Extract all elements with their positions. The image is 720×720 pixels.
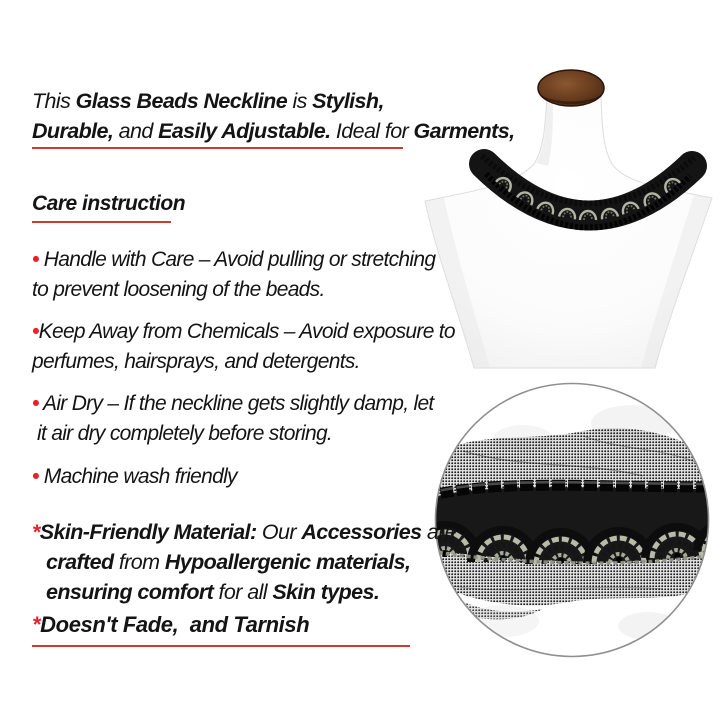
bullet-icon: • [32, 320, 39, 343]
care-item-machine-wash [32, 462, 237, 492]
text-segment: ensuring comfort [46, 580, 214, 604]
intro-line-2 [32, 116, 514, 146]
asterisk-icon: * [32, 612, 41, 637]
bullet-icon: • [32, 465, 39, 488]
asterisk-icon: * [32, 520, 40, 544]
care-item-text: perfumes, hairsprays, and detergents. [32, 350, 360, 373]
care-item-air-dry [32, 389, 434, 449]
wooden-cap [538, 70, 604, 106]
bead-trim [433, 482, 711, 564]
bullet-icon: • [32, 392, 39, 415]
care-item-text: Machine wash friendly [38, 465, 237, 488]
skin-note-line-2 [32, 547, 456, 577]
text-segment: Garments, [413, 119, 515, 143]
fade-tarnish-note [32, 612, 309, 638]
text-segment: crafted [46, 550, 114, 574]
skin-friendly-note [32, 517, 456, 607]
intro-line-1 [32, 86, 514, 116]
care-item-chemicals [32, 317, 455, 377]
text-segment: Stylish, [312, 89, 384, 113]
care-item-text: to prevent loosening of the beads. [32, 278, 325, 301]
care-item-text: it air dry completely before storing. [37, 422, 333, 445]
red-divider [32, 147, 403, 149]
text-segment: Ideal for [330, 119, 414, 143]
red-divider [32, 645, 410, 647]
text-segment: are [421, 520, 457, 544]
text-segment: This [32, 89, 76, 113]
red-divider [32, 221, 171, 223]
care-item-handle [32, 245, 435, 305]
text-segment: Doesn't Fade, and Tarnish [40, 612, 310, 637]
care-item-text: Handle with Care – Avoid pulling or stretching [38, 248, 436, 271]
detail-zoom-circle [433, 381, 711, 659]
text-segment: Glass Beads Neckline [75, 89, 288, 113]
text-segment: Easily Adjustable. [158, 119, 331, 143]
care-item-text: Air Dry – If the neckline gets slightly damp, let [38, 392, 434, 415]
care-item-text: Keep Away from Chemicals – Avoid exposure to [38, 320, 455, 343]
text-segment: for all [213, 580, 273, 604]
text-segment: and [113, 119, 159, 143]
text-segment: from [113, 550, 165, 574]
skin-note-line-1 [32, 517, 456, 547]
text-segment: Our [256, 520, 302, 544]
text-segment: is [287, 89, 313, 113]
text-segment: Accessories [301, 520, 422, 544]
text-segment: Skin-Friendly Material: [39, 520, 257, 544]
intro-paragraph [32, 86, 514, 146]
text-segment: Skin types. [272, 580, 380, 604]
skin-note-line-3 [32, 577, 456, 607]
bullet-icon: • [32, 248, 39, 271]
care-instruction-heading: Care instruction [32, 192, 186, 215]
text-segment: Durable, [32, 119, 114, 143]
text-segment: Hypoallergenic materials, [164, 550, 411, 574]
